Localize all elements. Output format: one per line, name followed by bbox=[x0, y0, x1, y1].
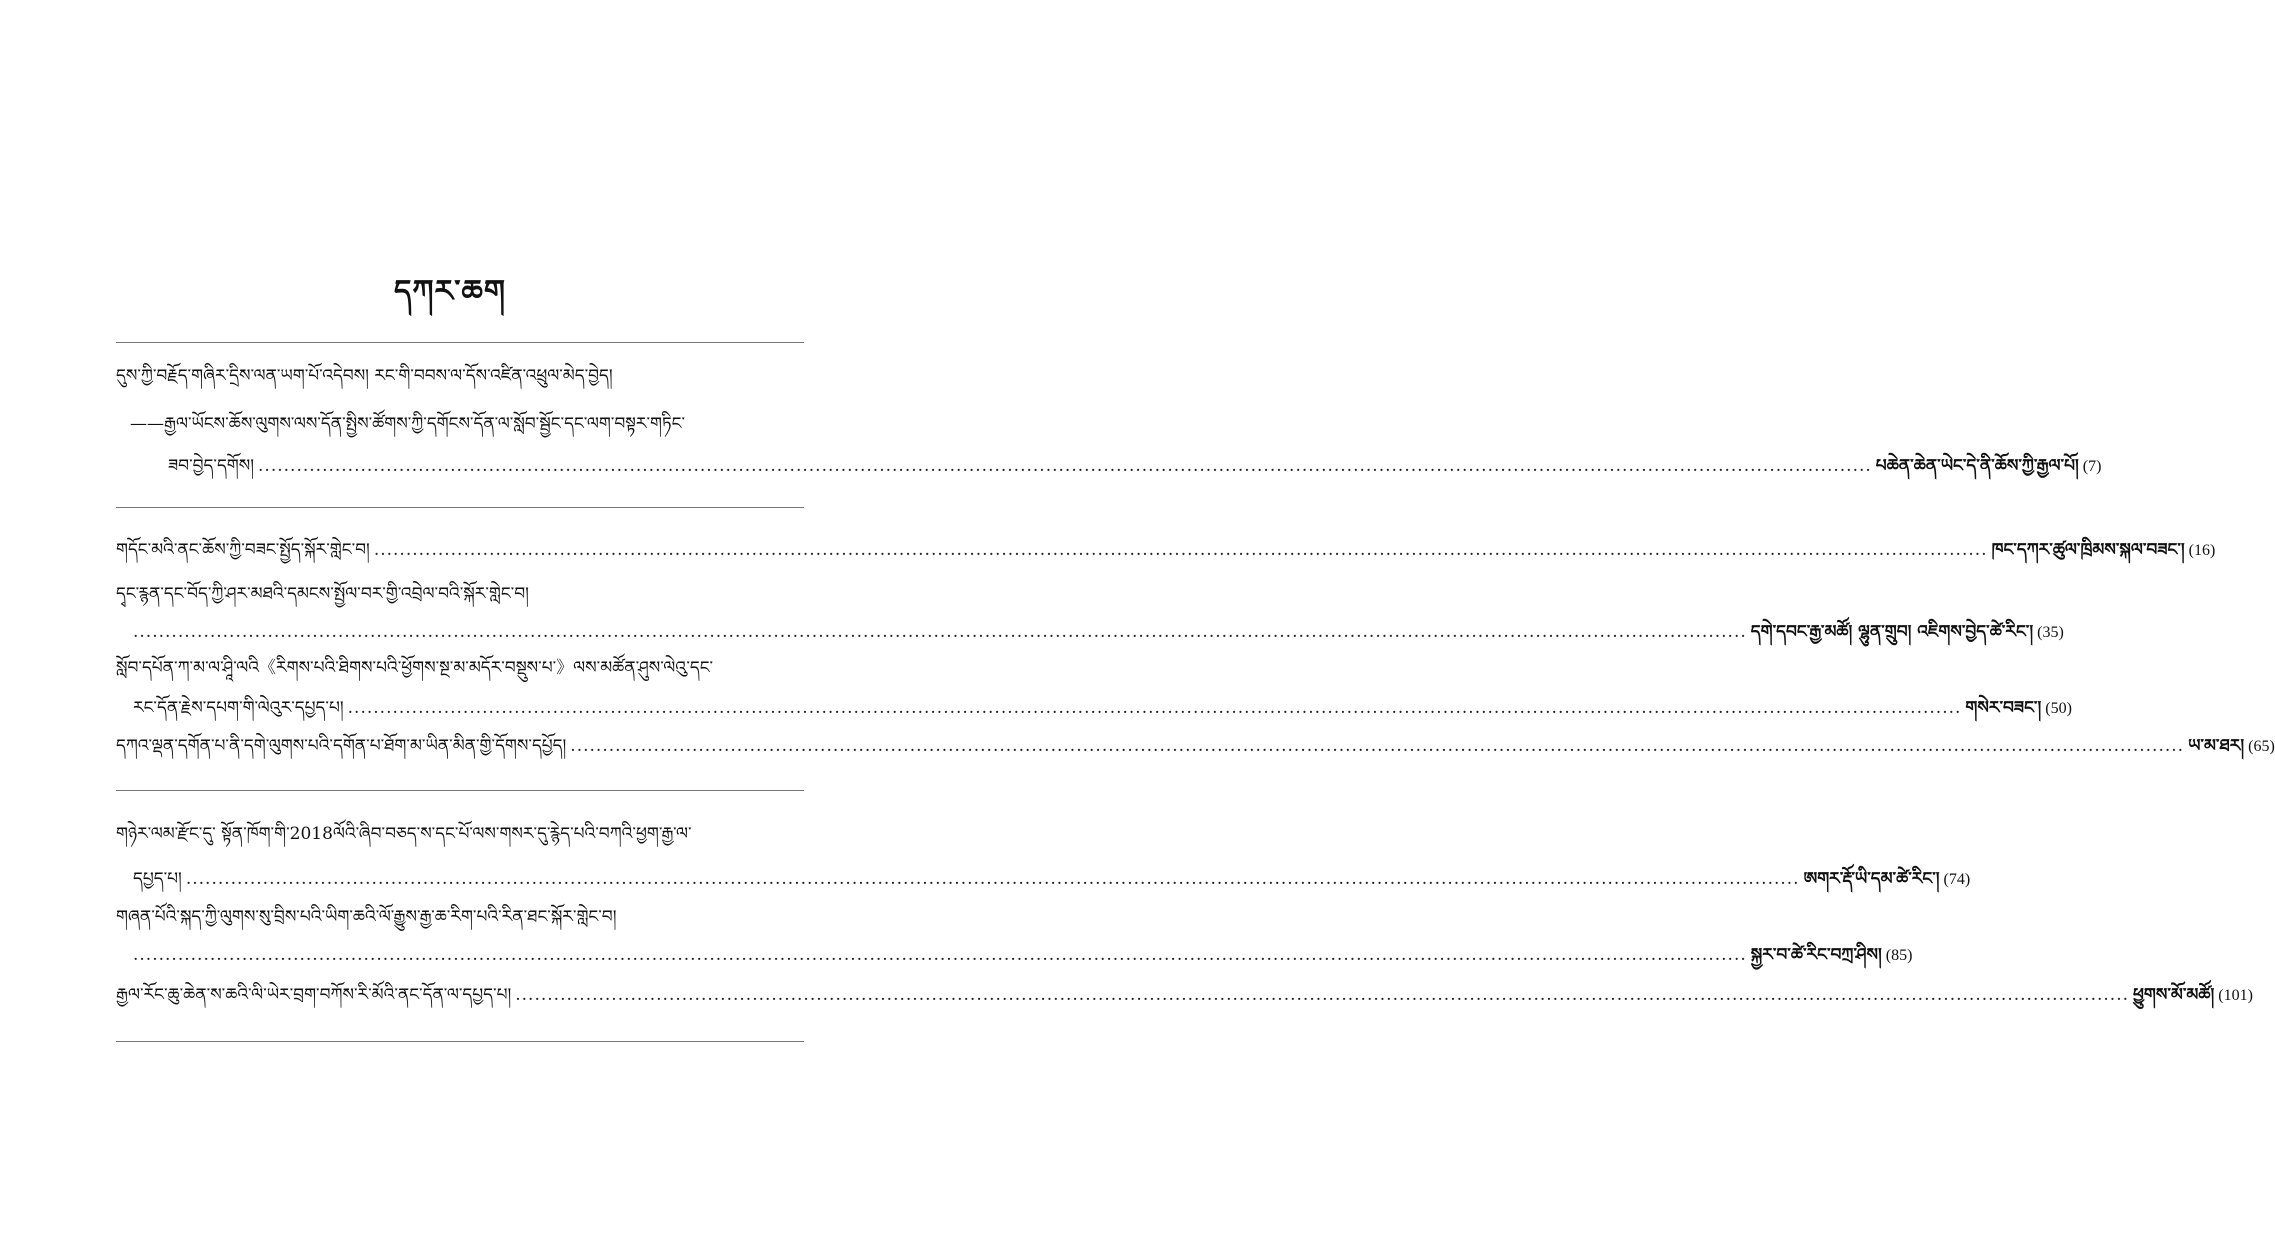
entry-subtitle: ——རྒྱལ་ཡོངས་ཆོས་ལུགས་ལས་དོན་སྤྱིས་ཚོགས་ཀྱི་དགོངས་དོན་ལ་སློབ་སྦྱོང་དང་ལག་བསྟར་གཏིང་ bbox=[130, 414, 686, 434]
entry-page-number: (35) bbox=[2037, 624, 2064, 641]
entry-title: གདོང་མའི་ནང་ཆོས་ཀྱི་བཟང་སྤྱོད་སྐོར་གླེང་བ། bbox=[116, 540, 370, 560]
entry-title-cont: རང་དོན་རྗེས་དཔག་གི་ལེའུར་དཔྱད་པ། bbox=[133, 698, 344, 718]
toc-entry[interactable] bbox=[116, 364, 613, 388]
dot-leader: ............................................................................................................................................................................................................................................................ bbox=[570, 736, 2185, 756]
dot-leader: ............................................................................................................................................................................................................................................................ bbox=[133, 622, 1747, 642]
dot-leader: ............................................................................................................................................................................................................................................................ bbox=[373, 540, 1988, 560]
entry-author: སྐྱར་བ་ཚེ་རིང་བཀྲ་ཤིས། bbox=[1750, 945, 1882, 965]
entry-title: དུས་ཀྱི་བརྗོད་གཞིར་དྲིས་ལན་ཡག་པོ་འདེབས། རང་གི་བབས་ལ་དོས་འཛིན་འཕྲུལ་མེད་བྱེད། bbox=[116, 366, 613, 386]
entry-page-number: (85) bbox=[1885, 947, 1913, 964]
dot-leader: ............................................................................................................................................................................................................................................................ bbox=[258, 456, 1872, 476]
entry-page-number: (101) bbox=[2218, 987, 2253, 1004]
page-title: དཀར་ཆག bbox=[394, 274, 506, 309]
entry-title-cont: ཟབ་བྱེད་དགོས། bbox=[168, 456, 255, 476]
entry-title-cont: དཔྱད་པ། bbox=[133, 869, 182, 889]
entry-title: དཀའ་ལྡན་དགོན་པ་ནི་དགེ་ལུགས་པའི་དགོན་པ་ཐོག་མ་ཡིན་མིན་གྱི་དོགས་དཔྱོད། bbox=[116, 736, 567, 756]
toc-entry-continuation[interactable] bbox=[133, 696, 2072, 721]
toc-entry-continuation[interactable] bbox=[168, 454, 2102, 479]
section-divider bbox=[116, 342, 804, 343]
entry-title: རྒྱལ་རོང་ཆུ་ཆེན་ས་ཆའི་ལི་ཡེར་བྲག་བཀོས་རི་མོའི་ནང་དོན་ལ་དཔྱད་པ། bbox=[116, 985, 512, 1005]
entry-title: དྭང་རྙན་དང་བོད་ཀྱི་ཤར་མཐའི་དམངས་སྤྱོལ་བར་གྱི་འབྲེལ་བའི་སྐོར་གླེང་བ། bbox=[116, 584, 529, 604]
section-divider bbox=[116, 790, 804, 791]
entry-page-number: (16) bbox=[2188, 542, 2216, 559]
toc-entry[interactable] bbox=[116, 734, 2275, 759]
entry-title: གཞན་པོའི་སྐད་ཀྱི་ལུགས་སུ་བྲིས་པའི་ཡིག་ཆའི་ལོ་རྒྱུས་རྒྱ་ཆ་རིག་པའི་རིན་ཐང་སྐོར་གླེང་བ། bbox=[116, 907, 617, 927]
toc-entry[interactable] bbox=[116, 905, 804, 929]
entry-title: གཉེར་ལམ་རྫོང་དུ་ སྟོན་ཁོག་གི་2018ལོའི་ཞིབ་བཅད་ས་དང་པོ་ལས་གསར་དུ་རྙེད་པའི་བཀའི་ཕྱག་རྒྱ་ལ་ bbox=[116, 824, 692, 844]
dot-leader: ............................................................................................................................................................................................................................................................ bbox=[515, 985, 2130, 1005]
toc-entry-continuation[interactable] bbox=[133, 943, 1913, 968]
entry-author: དགེ་དབང་རྒྱ་མཚོ། ལྷུན་གྲུབ། འཇིགས་བྱེད་ཚེ་རིང་། bbox=[1750, 622, 2034, 642]
toc-entry[interactable] bbox=[116, 983, 2253, 1008]
entry-author: གསེར་བཟང་། bbox=[1965, 698, 2042, 718]
toc-entry[interactable] bbox=[116, 656, 804, 680]
entry-page-number: (7) bbox=[2082, 458, 2102, 475]
entry-title: སློབ་དཔོན་ཀ་མ་ལ་ཤཱི་ལའི《རིགས་པའི་ཐིགས་པའི་ཕྱོགས་སྔ་མ་མདོར་བསྡུས་པ་》ལས་མཚོན་ཤུས་ལེའུ་དང་ bbox=[116, 658, 714, 678]
entry-author: ཡ་མ་ཐར། bbox=[2188, 736, 2245, 756]
toc-entry-continuation[interactable] bbox=[133, 867, 1971, 892]
toc-entry-continuation[interactable] bbox=[133, 620, 2064, 645]
toc-entry-subtitle bbox=[130, 412, 685, 436]
entry-author: ཁང་དཀར་ཚུལ་ཁྲིམས་སྐལ་བཟང་། bbox=[1991, 540, 2185, 560]
entry-page-number: (50) bbox=[2045, 700, 2072, 717]
dot-leader: ............................................................................................................................................................................................................................................................ bbox=[185, 869, 1800, 889]
entry-author: ཕྱུགས་མོ་མཚོ། bbox=[2133, 985, 2215, 1005]
entry-page-number: (74) bbox=[1943, 871, 1971, 888]
dot-leader: ............................................................................................................................................................................................................................................................ bbox=[347, 698, 1962, 718]
dot-leader: ............................................................................................................................................................................................................................................................ bbox=[133, 945, 1747, 965]
entry-author: ཨགར་རྡོ་ཡི་དམ་ཚེ་རིང་། bbox=[1803, 869, 1940, 889]
entry-author: པཆེན་ཆེན་ཡེང་དེ་ནི་ཆོས་ཀྱི་རྒྱལ་པོ། bbox=[1875, 456, 2079, 476]
section-divider bbox=[116, 507, 804, 508]
toc-entry[interactable] bbox=[116, 538, 2216, 563]
section-divider bbox=[116, 1041, 804, 1042]
toc-entry[interactable] bbox=[116, 822, 804, 846]
entry-page-number: (65) bbox=[2248, 738, 2275, 755]
toc-entry[interactable] bbox=[116, 582, 529, 606]
